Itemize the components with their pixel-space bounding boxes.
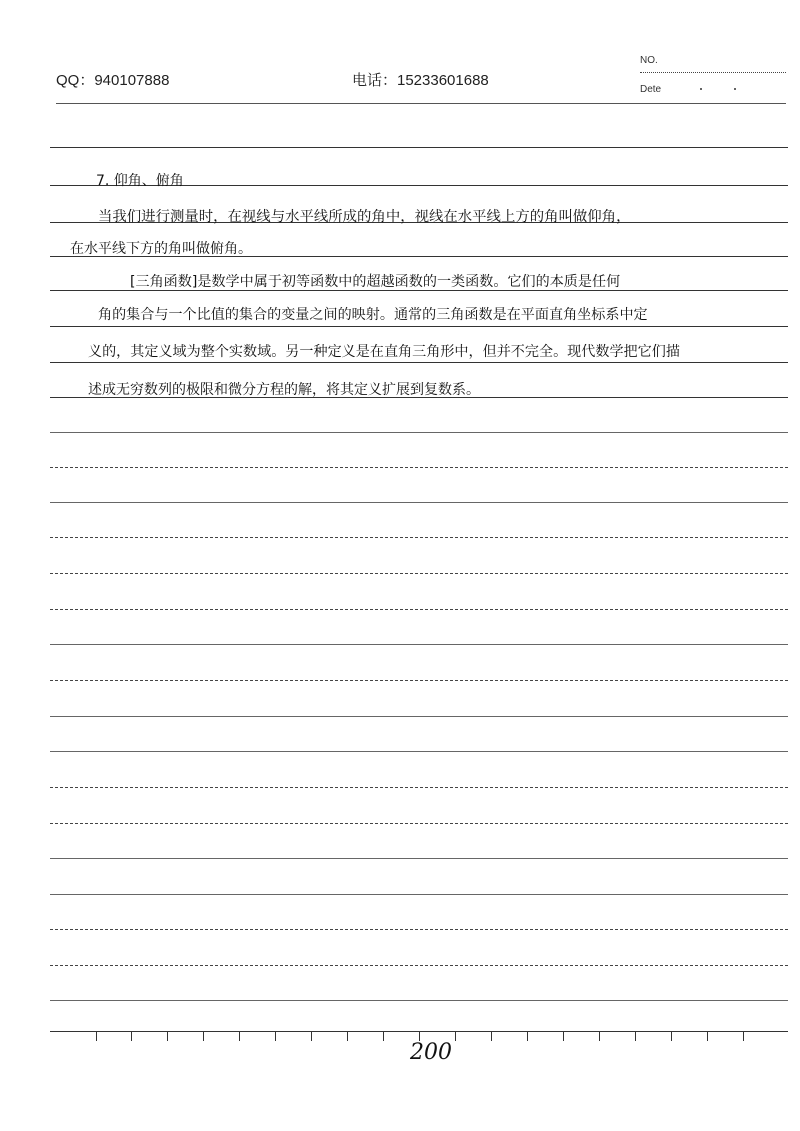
note-line: 述成无穷数列的极限和微分方程的解，将其定义扩展到复数系。	[88, 382, 480, 398]
ruler-tick	[707, 1031, 708, 1041]
ruler-tick	[275, 1031, 276, 1041]
note-line: [三角函数]是数学中属于初等函数中的超越函数的一类函数。它们的本质是任何	[130, 274, 621, 290]
qq-contact: QQ：940107888	[56, 72, 170, 89]
date-dot	[734, 88, 736, 90]
ruled-line	[50, 147, 788, 148]
ruler-tick	[383, 1031, 384, 1041]
ruler-tick	[311, 1031, 312, 1041]
ruler-tick	[96, 1031, 97, 1041]
ruled-line	[50, 858, 788, 859]
ruled-line	[50, 573, 788, 574]
ruler-tick	[563, 1031, 564, 1041]
note-line: 角的集合与一个比值的集合的变量之间的映射。通常的三角函数是在平面直角坐标系中定	[98, 307, 648, 323]
page-number: 200	[410, 1040, 452, 1065]
note-line: 义的，其定义域为整个实数域。另一种定义是在直角三角形中，但并不完全。现代数学把它们描	[88, 344, 680, 360]
ruled-line	[50, 716, 788, 717]
header-rule	[56, 103, 786, 104]
ruled-line	[50, 326, 788, 327]
ruler-tick	[491, 1031, 492, 1041]
ruled-line	[50, 823, 788, 824]
ruler-tick	[131, 1031, 132, 1041]
note-line: 当我们进行测量时，在视线与水平线所成的角中，视线在水平线上方的角叫做仰角，	[98, 209, 631, 225]
date-dot	[700, 88, 702, 90]
ruled-line	[50, 502, 788, 503]
ruled-line	[50, 467, 788, 468]
ruler-tick	[347, 1031, 348, 1041]
ruled-line	[50, 787, 788, 788]
ruler-tick	[671, 1031, 672, 1041]
ruled-line	[50, 362, 788, 363]
ruler-tick	[635, 1031, 636, 1041]
ruled-line	[50, 609, 788, 610]
ruler-tick	[239, 1031, 240, 1041]
date-label: Dete	[640, 84, 662, 95]
ruled-line	[50, 929, 788, 930]
ruled-line	[50, 644, 788, 645]
ruler-tick	[167, 1031, 168, 1041]
ruler-tick	[527, 1031, 528, 1041]
ruled-line	[50, 965, 788, 966]
ruled-line	[50, 1000, 788, 1001]
ruled-line	[50, 537, 788, 538]
ruler-tick	[455, 1031, 456, 1041]
ruled-line	[50, 751, 788, 752]
phone-contact: 电话：15233601688	[352, 72, 489, 89]
no-dotted-line	[640, 72, 786, 73]
ruler-tick	[203, 1031, 204, 1041]
ruler-tick	[743, 1031, 744, 1041]
no-label: NO.	[640, 55, 658, 66]
note-line: 在水平线下方的角叫做俯角。	[70, 241, 252, 257]
ruled-line	[50, 680, 788, 681]
section-heading: 7. 仰角、俯角	[96, 173, 184, 189]
ruler-tick	[599, 1031, 600, 1041]
ruled-line	[50, 432, 788, 433]
ruled-line	[50, 894, 788, 895]
